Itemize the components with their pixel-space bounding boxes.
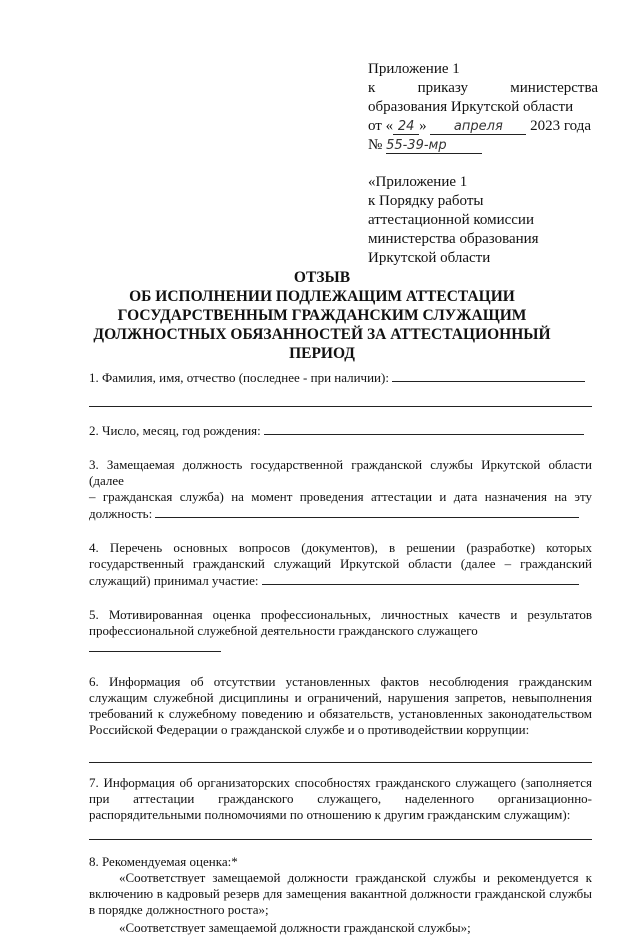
item-7-line-3: распорядительными полномочиями по отношению к другим гражданским служащим): [89, 807, 571, 822]
item-1-row [89, 369, 592, 386]
item-position [89, 457, 592, 522]
item-recommended-rating [89, 854, 592, 936]
item-7-line-1: 7. Информация об организаторских способностях гражданского служащего (заполняется [89, 775, 592, 790]
handwritten-day: 24 [393, 119, 419, 135]
procedure-line-3: аттестационной комиссии [368, 212, 534, 228]
organizational-skills-field[interactable] [89, 825, 592, 840]
full-name-field[interactable] [392, 369, 585, 382]
procedure-appendix [368, 173, 598, 268]
item-1-label: 1. Фамилия, имя, отчество (последнее - при наличии): [89, 370, 389, 385]
procedure-line-4: министерства образования [368, 231, 539, 247]
appendix-title: Приложение 1 [368, 61, 460, 77]
appendix-header [368, 60, 598, 155]
appendix-word-order: приказу [417, 80, 468, 96]
appendix-word-k: к [368, 80, 376, 96]
item-6-line-4: Российской Федерации о гражданской службе и о противодействии коррупции: [89, 722, 530, 737]
item-violations-info [89, 674, 592, 763]
item-4-line-2: государственный гражданский служащий Иркутской области (далее – гражданский [89, 556, 592, 571]
date-quote: » [419, 118, 427, 134]
appendix-date-line [368, 117, 598, 136]
title-line-5: ПЕРИОД [289, 345, 355, 362]
birth-date-field[interactable] [264, 422, 584, 435]
item-4-line-1: 4. Перечень основных вопросов (документов), в решении (разработке) которых [89, 540, 592, 555]
number-sign: № [368, 137, 383, 153]
item-3-row-3 [89, 505, 592, 522]
item-assessment [89, 607, 592, 656]
main-issues-field[interactable] [262, 572, 579, 585]
review-form [89, 369, 592, 936]
item-6-line-2: служащим служебной дисциплины и ограничений, нарушения запретов, невыполнения [89, 690, 592, 705]
item-7-line-2: при аттестации гражданского служащего, наделенного организационно- [89, 791, 592, 806]
title-line-1: ОТЗЫВ [293, 269, 351, 286]
item-8-label: 8. Рекомендуемая оценка:* [89, 854, 238, 869]
title-line-3: ГОСУДАРСТВЕННЫМ ГРАЖДАНСКИМ СЛУЖАЩИМ [117, 307, 527, 324]
item-4-row-3 [89, 572, 592, 589]
procedure-line-1: «Приложение 1 [368, 174, 468, 190]
assessment-field[interactable] [89, 639, 221, 652]
handwritten-month: апреля [430, 119, 526, 135]
item-2-label: 2. Число, месяц, год рождения: [89, 423, 261, 438]
item-birth-date [89, 422, 592, 439]
date-year: 2023 года [530, 118, 591, 134]
item-6-line-1: 6. Информация об отсутствии установленных фактов несоблюдения гражданским [89, 674, 592, 689]
item-main-issues [89, 540, 592, 589]
rating-option-1-line-1: «Соответствует замещаемой должности гражданской службы и рекомендуется к [119, 870, 592, 885]
appendix-word-ministry: министерства [510, 80, 598, 96]
document-title [80, 268, 564, 363]
item-3-line-3: должность: [89, 506, 153, 521]
item-5-line-2: профессиональной служебной деятельности гражданского служащего [89, 623, 478, 638]
item-5-line-1: 5. Мотивированная оценка профессиональных, личностных качеств и результатов [89, 607, 592, 622]
item-6-line-3: требований к служебному поведению и обязательств, установленных законодательством [89, 706, 592, 721]
procedure-line-2: к Порядку работы [368, 193, 484, 209]
item-3-line-2: – гражданская служба) на момент проведения аттестации и дата назначения на эту [89, 489, 592, 504]
rating-option-1-line-2: включению в кадровый резерв для замещения вакантной должности гражданской службы [89, 886, 592, 901]
appendix-line-2 [368, 79, 598, 98]
title-line-4: ДОЛЖНОСТНЫХ ОБЯЗАННОСТЕЙ ЗА АТТЕСТАЦИОННЫЙ [93, 326, 551, 343]
position-field[interactable] [155, 505, 579, 518]
date-prefix: от « [368, 118, 394, 134]
item-full-name [89, 369, 592, 407]
handwritten-number: 55-39-мр [386, 138, 482, 154]
item-organizational-skills [89, 775, 592, 840]
procedure-line-5: Иркутской области [368, 250, 491, 266]
item-3-line-1: 3. Замещаемая должность государственной гражданской службы Иркутской области (далее [89, 457, 592, 488]
violations-info-field[interactable] [89, 748, 592, 763]
appendix-number-line [368, 136, 598, 155]
item-5-row-2 [89, 623, 592, 656]
rating-option-1-line-3: в порядке должностного роста»; [89, 902, 269, 917]
rating-option-2: «Соответствует замещаемой должности гражданской службы»; [119, 920, 471, 935]
item-4-line-3: служащий) принимал участие: [89, 573, 259, 588]
appendix-line-3: образования Иркутской области [368, 99, 574, 115]
title-line-2: ОБ ИСПОЛНЕНИИ ПОДЛЕЖАЩИМ АТТЕСТАЦИИ [129, 288, 515, 305]
full-name-field-line-2[interactable] [89, 392, 592, 407]
